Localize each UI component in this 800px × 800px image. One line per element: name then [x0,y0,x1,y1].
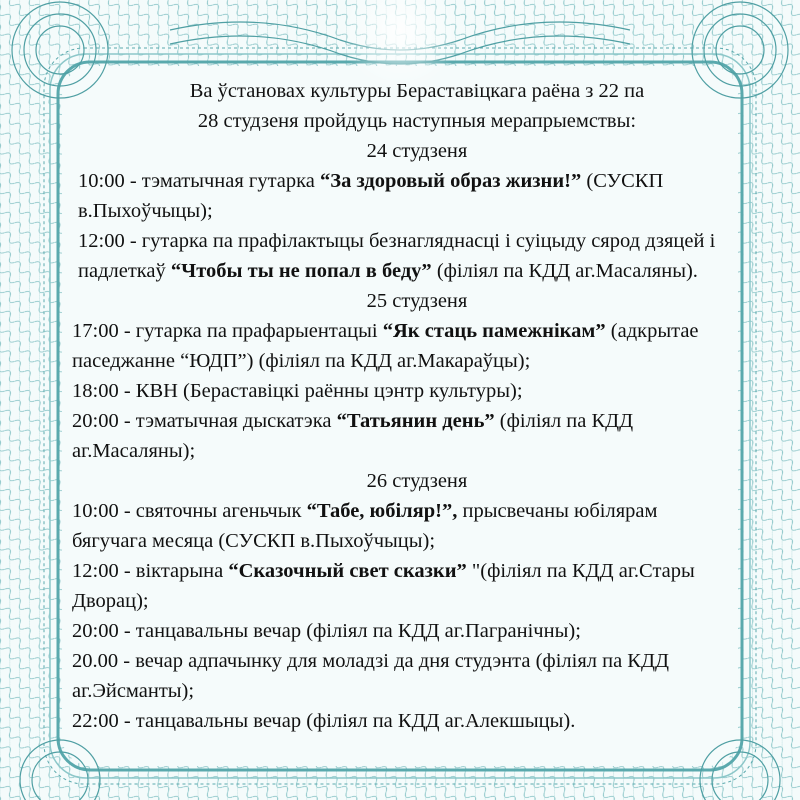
event-item [72,556,762,616]
event-text: 18:00 - КВН (Бераставіцкі раённы цэнтр культуры); [72,380,523,402]
event-line [72,406,762,436]
event-text: 10:00 - тэматычная гутарка [78,170,321,192]
event-item [72,646,762,706]
event-text: 22:00 - танцавальны вечар (філіял па КДД аг.Алекшыцы). [72,710,576,732]
event-item [72,226,762,286]
event-text: 12:00 - віктарына [72,560,229,582]
event-line [78,226,762,256]
event-location: "(філіял па КДД аг.Стары [466,560,695,582]
event-location: прысвечаны юбілярам [457,500,658,522]
event-title: “Татьянин день” [336,410,495,432]
event-line [72,646,762,676]
event-title: “Сказочный свет сказки” [228,560,467,582]
event-location: (адкрытае [605,320,699,342]
event-location: (філіял па КДД [494,410,634,432]
event-line [72,676,762,706]
event-line [72,706,762,736]
event-line [72,436,762,466]
event-text: аг.Эйсманты); [72,680,195,702]
day-heading: 25 студзеня [366,290,468,312]
day-heading: 24 студзеня [366,140,468,162]
event-text: Дворац); [72,590,149,612]
event-item [72,706,762,736]
event-line [72,526,762,556]
event-item [72,166,762,226]
event-title: “Чтобы ты не попал в беду” [170,260,432,282]
event-line [72,316,762,346]
event-location: (СУСКП [581,170,664,192]
schedule [72,136,762,736]
event-text: 12:00 - гутарка па прафілактыцы безнагляднасці і суіцыду сярод дзяцей і [78,230,716,252]
event-text: 17:00 - гутарка па прафарыентацыі [72,320,383,342]
event-line [72,346,762,376]
event-text: падлеткаў [78,260,171,282]
event-line [72,586,762,616]
event-item [72,616,762,646]
event-item [72,316,762,376]
event-line [72,556,762,586]
event-text: бягучага месяца (СУСКП в.Пыхоўчыцы); [72,530,436,552]
event-text: аг.Масаляны); [72,440,196,462]
intro-line-1: Ва ўстановах культуры Бераставіцкага раёна з 22 па [189,80,645,102]
event-line [78,166,762,196]
event-text: паседжанне “ЮДП”) (філіял па КДД аг.Макараўцы); [72,350,531,372]
event-title: “Як стаць памежнікам” [382,320,606,342]
event-item [72,406,762,466]
event-text: 20:00 - танцавальны вечар (філіял па КДД аг.Пагранічны); [72,620,581,642]
event-line [78,196,762,226]
event-line [72,496,762,526]
day-heading: 26 студзеня [366,470,468,492]
announcement-text [72,76,762,736]
event-title: “Табе, юбіляр!”, [306,500,458,522]
event-item [72,376,762,406]
event-text: 20:00 - тэматычная дыскатэка [72,410,337,432]
event-line [78,256,762,286]
intro-line-2: 28 студзеня пройдуць наступныя мерапрыемствы: [197,110,637,132]
event-item [72,496,762,556]
event-title: “За здоровый образ жизни!” [320,170,582,192]
event-text: 10:00 - святочны агеньчык [72,500,307,522]
event-text: 20.00 - вечар адпачынку для моладзі да дня студэнта (філіял па КДД [72,650,669,672]
event-line [72,376,762,406]
event-line [72,616,762,646]
event-location: (філіял па КДД аг.Масаляны). [431,260,698,282]
event-text: в.Пыхоўчыцы); [78,200,213,222]
